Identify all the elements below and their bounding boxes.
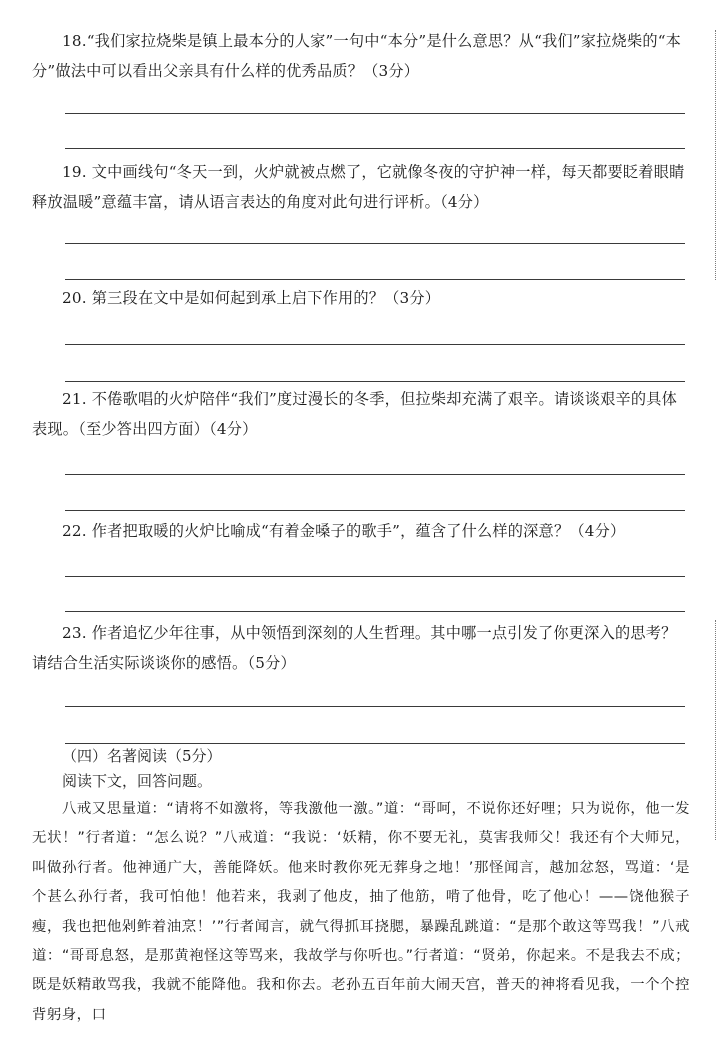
answer-line[interactable]	[65, 148, 685, 149]
section-instruction: 阅读下文，回答问题。	[62, 772, 213, 790]
scan-edge-line	[714, 620, 716, 840]
answer-line[interactable]	[65, 344, 685, 345]
answer-line[interactable]	[65, 474, 685, 475]
question-23: 23. 作者追忆少年往事，从中领悟到深刻的人生哲理。其中哪一点引发了你更深入的思考？请结合生活实际谈谈你的感悟。（5分）	[32, 624, 677, 672]
answer-line[interactable]	[65, 279, 685, 280]
question-22: 22. 作者把取暖的火炉比喻成“有着金嗓子的歌手”，蕴含了什么样的深意？（4分）	[62, 522, 626, 540]
answer-line[interactable]	[65, 611, 685, 612]
question-18: 18.“我们家拉烧柴是镇上最本分的人家”一句中“本分”是什么意思？从“我们”家拉烧柴的“本分”做法中可以看出父亲具有什么样的优秀品质？（3分）	[32, 32, 682, 80]
answer-line[interactable]	[65, 706, 685, 707]
answer-line[interactable]	[65, 576, 685, 577]
answer-line[interactable]	[65, 510, 685, 511]
question-20: 20. 第三段在文中是如何起到承上启下作用的？（3分）	[62, 289, 441, 307]
scan-edge-line	[714, 30, 716, 280]
answer-line[interactable]	[65, 243, 685, 244]
section-heading: （四）名著阅读（5分）	[62, 747, 222, 765]
question-21: 21. 不倦歌唱的火炉陪伴“我们”度过漫长的冬季，但拉柴却充满了艰辛。请谈谈艰辛的具体表现。（至少答出四方面）（4分）	[32, 390, 678, 438]
answer-line[interactable]	[65, 381, 685, 382]
answer-line[interactable]	[65, 113, 685, 114]
reading-passage: 八戒又思量道：“请将不如激将，等我激他一激。”道：“哥呵，不说你还好哩；只为说你，他一发无状！”行者道：“怎么说？”八戒道：“我说：‘妖精，你不要无礼，莫害我师父！我还有个大师兄，叫做孙行者。他神通广大，善能降妖。他来时教你死无葬身之地！’那怪闻言，越加忿怒，骂道：‘是个甚么孙行者，我可怕他！他若来，我剥了他皮，抽了他筋，啃了他骨，吃了他心！——饶他猴子瘦，我也把他剁鲊着油烹！’”行者闻言，就气得抓耳挠腮，暴躁乱跳道：“是那个敢这等骂我！”八戒道：“哥哥息怒，是那黄袍怪这等骂来，我故学与你听也。”行者道：“贤弟，你起来。不是我去不成；既是妖精敢骂我，我就不能降他。我和你去。老孙五百年前大闹天宫，普天的神将看见我，一个个控背躬身，口	[32, 801, 690, 1023]
question-19: 19. 文中画线句“冬天一到，火炉就被点燃了，它就像冬夜的守护神一样，每天都要眨着眼睛释放温暖”意蕴丰富，请从语言表达的角度对此句进行评析。（4分）	[32, 163, 685, 211]
